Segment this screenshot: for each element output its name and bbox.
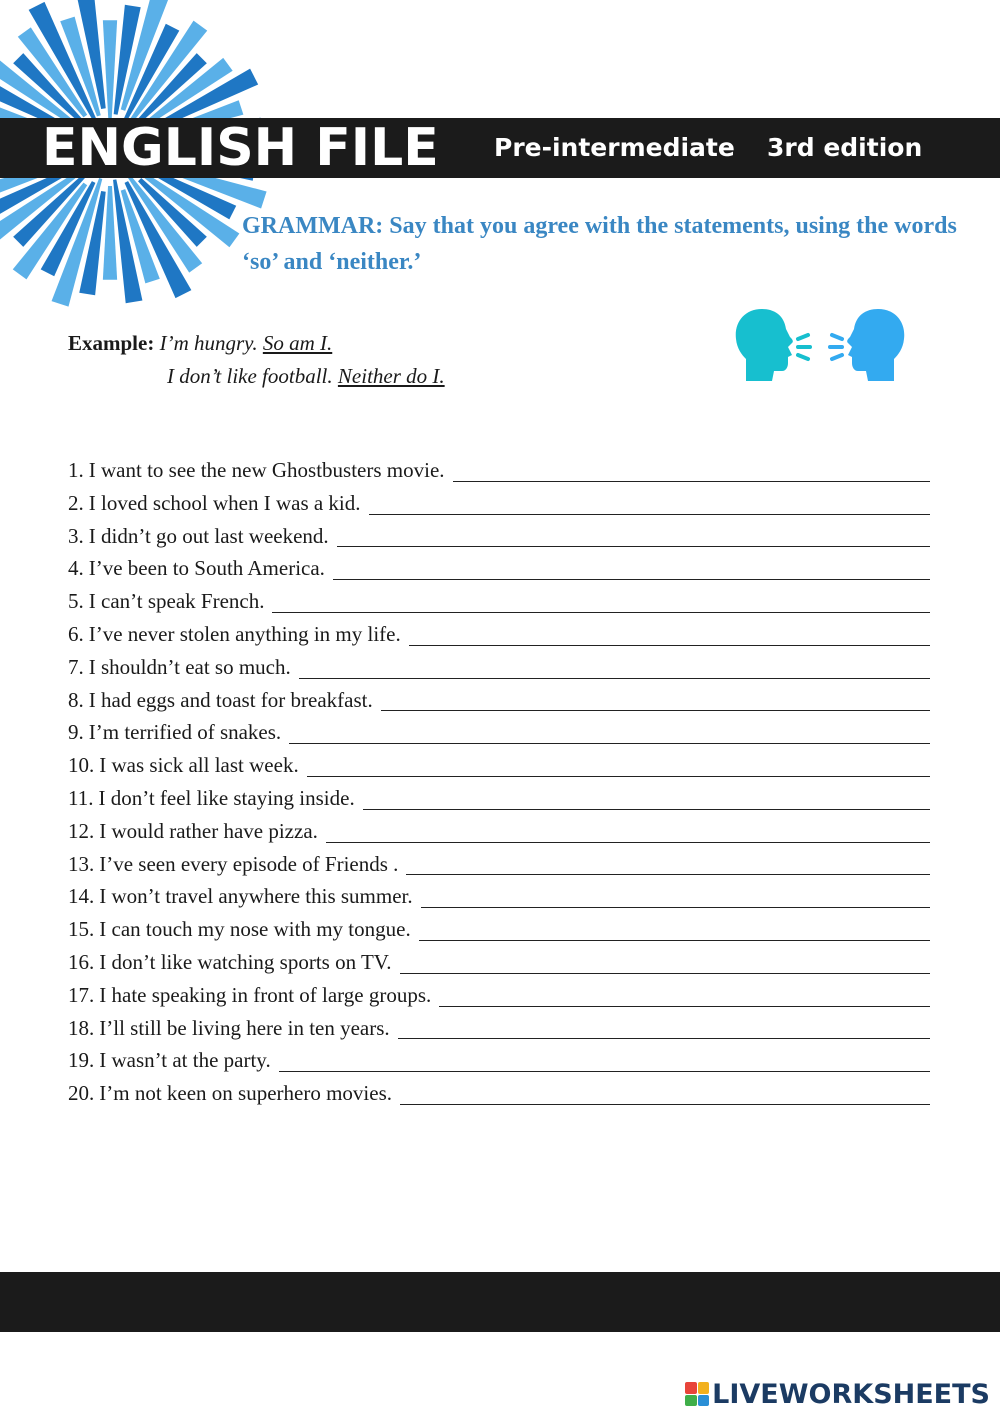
example-answer-2: Neither do I. bbox=[337, 364, 445, 388]
liveworksheets-logo bbox=[685, 1378, 990, 1410]
grammar-instruction: GRAMMAR: Say that you agree with the statements, using the words ‘so’ and ‘neither.’ bbox=[242, 213, 957, 275]
item-number: 8. bbox=[68, 687, 84, 712]
answer-blank[interactable] bbox=[409, 644, 930, 646]
example-prompt-1: I’m hungry. bbox=[159, 331, 258, 355]
example-block bbox=[68, 327, 445, 393]
item-statement: I was sick all last week. bbox=[99, 753, 299, 778]
exercise-item bbox=[68, 1016, 930, 1049]
brand-title: ENGLISH FILE bbox=[42, 118, 439, 178]
liveworksheets-mark-tile bbox=[685, 1395, 697, 1407]
answer-blank[interactable] bbox=[453, 480, 930, 482]
level-label: Pre-intermediate bbox=[494, 133, 735, 162]
item-number: 19. bbox=[68, 1048, 95, 1073]
example-answer-1: So am I. bbox=[262, 331, 333, 355]
item-number: 12. bbox=[68, 818, 95, 843]
exercise-item bbox=[68, 491, 930, 524]
exercise-item bbox=[68, 622, 930, 655]
item-statement: I shouldn’t eat so much. bbox=[88, 654, 291, 679]
answer-blank[interactable] bbox=[326, 841, 930, 843]
exercise-item bbox=[68, 688, 930, 721]
exercise-item bbox=[68, 589, 930, 622]
speaking-head-left-icon bbox=[736, 309, 810, 381]
liveworksheets-mark-icon bbox=[685, 1382, 709, 1406]
answer-blank[interactable] bbox=[369, 513, 930, 515]
exercise-item bbox=[68, 1048, 930, 1081]
item-number: 11. bbox=[68, 785, 94, 810]
answer-blank[interactable] bbox=[272, 611, 930, 613]
edition-label: 3rd edition bbox=[767, 133, 923, 162]
answer-blank[interactable] bbox=[337, 545, 930, 547]
item-statement: I would rather have pizza. bbox=[99, 818, 318, 843]
item-statement: I’ve seen every episode of Friends . bbox=[99, 851, 399, 876]
exercise-item bbox=[68, 983, 930, 1016]
item-number: 4. bbox=[68, 556, 84, 581]
footer-banner bbox=[0, 1272, 1000, 1332]
exercise-item bbox=[68, 720, 930, 753]
answer-blank[interactable] bbox=[363, 808, 930, 810]
item-statement: I can touch my nose with my tongue. bbox=[99, 917, 411, 942]
item-statement: I’ve never stolen anything in my life. bbox=[88, 621, 401, 646]
item-statement: I hate speaking in front of large groups. bbox=[99, 982, 432, 1007]
item-number: 17. bbox=[68, 982, 95, 1007]
item-number: 15. bbox=[68, 917, 95, 942]
item-number: 16. bbox=[68, 949, 95, 974]
item-statement: I don’t like watching sports on TV. bbox=[99, 949, 392, 974]
item-statement: I didn’t go out last weekend. bbox=[88, 523, 329, 548]
answer-blank[interactable] bbox=[289, 742, 930, 744]
item-number: 18. bbox=[68, 1015, 95, 1040]
answer-blank[interactable] bbox=[439, 1005, 930, 1007]
answer-blank[interactable] bbox=[400, 972, 931, 974]
example-row-2 bbox=[68, 360, 445, 393]
exercise-item bbox=[68, 917, 930, 950]
starburst-ray bbox=[103, 186, 117, 280]
exercise-item bbox=[68, 655, 930, 688]
answer-blank[interactable] bbox=[381, 709, 930, 711]
speaking-head-right-icon bbox=[830, 309, 904, 381]
liveworksheets-mark-tile bbox=[698, 1395, 710, 1407]
item-statement: I’m not keen on superhero movies. bbox=[99, 1081, 393, 1106]
exercise-item bbox=[68, 852, 930, 885]
exercise-item bbox=[68, 884, 930, 917]
answer-blank[interactable] bbox=[421, 906, 930, 908]
item-number: 13. bbox=[68, 851, 95, 876]
answer-blank[interactable] bbox=[400, 1103, 930, 1105]
example-prompt-2: I don’t like football. bbox=[167, 364, 333, 388]
item-statement: I’ve been to South America. bbox=[88, 556, 325, 581]
exercise-item bbox=[68, 819, 930, 852]
speaking-heads-icon bbox=[732, 305, 908, 385]
exercise-list bbox=[68, 458, 930, 1114]
item-statement: I loved school when I was a kid. bbox=[88, 490, 361, 515]
item-statement: I want to see the new Ghostbusters movie. bbox=[88, 458, 445, 482]
item-statement: I can’t speak French. bbox=[88, 589, 265, 614]
exercise-item bbox=[68, 458, 930, 491]
liveworksheets-mark-tile bbox=[685, 1382, 697, 1394]
item-number: 3. bbox=[68, 523, 84, 548]
answer-blank[interactable] bbox=[398, 1037, 930, 1039]
answer-blank[interactable] bbox=[299, 677, 930, 679]
item-statement: I’ll still be living here in ten years. bbox=[99, 1015, 390, 1040]
item-number: 1. bbox=[68, 458, 84, 482]
item-number: 7. bbox=[68, 654, 84, 679]
answer-blank[interactable] bbox=[333, 578, 930, 580]
item-number: 14. bbox=[68, 884, 95, 909]
item-number: 5. bbox=[68, 589, 84, 614]
item-statement: I don’t feel like staying inside. bbox=[98, 785, 355, 810]
item-statement: I wasn’t at the party. bbox=[99, 1048, 271, 1073]
exercise-item bbox=[68, 1081, 930, 1114]
answer-blank[interactable] bbox=[307, 775, 930, 777]
exercise-item bbox=[68, 556, 930, 589]
item-number: 6. bbox=[68, 621, 84, 646]
exercise-item bbox=[68, 950, 930, 983]
item-number: 2. bbox=[68, 490, 84, 515]
exercise-item bbox=[68, 524, 930, 557]
item-number: 20. bbox=[68, 1081, 95, 1106]
example-label: Example: bbox=[68, 331, 155, 355]
item-statement: I won’t travel anywhere this summer. bbox=[99, 884, 413, 909]
item-statement: I had eggs and toast for breakfast. bbox=[88, 687, 373, 712]
answer-blank[interactable] bbox=[406, 873, 930, 875]
liveworksheets-logo-text: LIVEWORKSHEETS bbox=[712, 1378, 990, 1410]
liveworksheets-mark-tile bbox=[698, 1382, 710, 1394]
example-row-1 bbox=[68, 327, 445, 360]
item-number: 9. bbox=[68, 720, 84, 745]
answer-blank[interactable] bbox=[419, 939, 930, 941]
item-number: 10. bbox=[68, 753, 95, 778]
exercise-item bbox=[68, 753, 930, 786]
answer-blank[interactable] bbox=[279, 1070, 930, 1072]
exercise-item bbox=[68, 786, 930, 819]
item-statement: I’m terrified of snakes. bbox=[88, 720, 282, 745]
